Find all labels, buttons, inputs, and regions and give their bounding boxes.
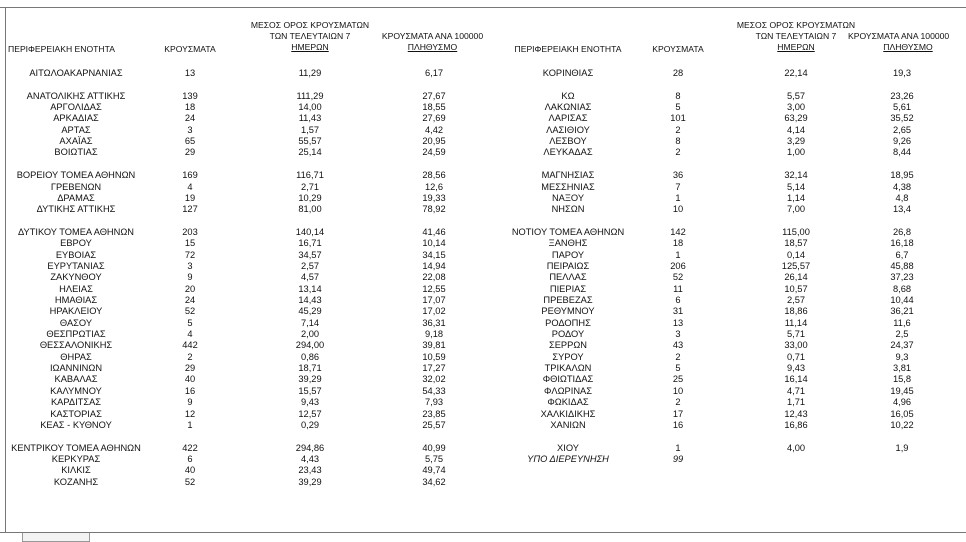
left-per100k-cell: 18,55 <box>422 102 446 113</box>
right-region-cell: ΡΟΔΟΥ <box>551 329 585 340</box>
left-per100k-cell: 49,74 <box>422 465 446 476</box>
right-avg7-cell: 32,14 <box>784 170 808 181</box>
left-region-cell: ΑΡΓΟΛΙΔΑΣ <box>50 102 102 113</box>
left-region-cell: ΔΥΤΙΚΟΥ ΤΟΜΕΑ ΑΘΗΝΩΝ <box>17 226 135 237</box>
left-region-cell: ΚΑΛΥΜΝΟΥ <box>50 385 102 396</box>
left-per100k-cell: 54,33 <box>422 385 446 396</box>
header-avg-right-1: ΜΕΣΟΣ ΟΡΟΣ ΚΡΟΥΣΜΑΤΩΝ <box>736 20 856 30</box>
left-cases-cell: 29 <box>184 363 196 374</box>
right-avg7-cell: 18,57 <box>784 238 808 249</box>
left-avg7-cell: 2,00 <box>300 329 320 340</box>
left-cases-cell: 16 <box>184 385 196 396</box>
right-avg7-cell: 1,14 <box>786 192 806 203</box>
left-avg7-cell: 39,29 <box>298 476 322 487</box>
right-avg7-cell: 63,29 <box>784 113 808 124</box>
left-region-cell: ΚΑΡΔΙΤΣΑΣ <box>50 397 102 408</box>
left-avg7-cell: 140,14 <box>295 226 325 237</box>
right-avg7-cell: 115,00 <box>782 226 810 237</box>
right-region-cell: ΚΩ <box>561 90 575 101</box>
left-avg7-cell: 15,57 <box>298 385 322 396</box>
right-per100k-cell: 10,22 <box>890 419 914 430</box>
right-avg7-cell: 12,43 <box>784 408 808 419</box>
right-region-cell: ΝΗΣΩΝ <box>551 204 585 215</box>
left-per100k-cell: 25,57 <box>422 419 446 430</box>
left-region-cell: ΗΛΕΙΑΣ <box>59 283 93 294</box>
right-avg7-cell: 10,57 <box>784 283 808 294</box>
right-avg7-cell: 125,57 <box>781 260 811 271</box>
left-avg7-cell: 9,43 <box>300 397 320 408</box>
left-cases-cell: 127 <box>182 204 198 215</box>
left-region-cell: ΕΒΡΟΥ <box>60 238 92 249</box>
right-cases-cell: 52 <box>672 272 684 283</box>
right-cases-cell: 7 <box>675 181 681 192</box>
left-cases-cell: 6 <box>187 453 193 464</box>
left-region-cell: ΘΕΣΣΑΛΟΝΙΚΗΣ <box>39 340 113 351</box>
left-avg7-cell: 14,43 <box>298 295 322 305</box>
left-avg7-cell: 1,57 <box>300 124 320 135</box>
left-region-cell: ΗΜΑΘΙΑΣ <box>54 295 98 305</box>
left-cases-cell: 3 <box>187 260 193 271</box>
right-region-cell: ΛΑΡΙΣΑΣ <box>548 113 588 124</box>
right-cases-cell: 2 <box>675 351 681 362</box>
left-per100k-cell: 23,85 <box>422 408 446 419</box>
left-cases-cell: 442 <box>182 340 198 351</box>
right-per100k-cell: 24,37 <box>890 340 914 351</box>
right-per100k-cell: 13,4 <box>892 204 912 215</box>
left-per100k-cell: 34,62 <box>422 476 446 487</box>
right-avg7-cell: 16,14 <box>784 374 808 385</box>
left-per100k-cell: 78,92 <box>422 204 446 215</box>
right-per100k-cell: 8,44 <box>892 147 912 158</box>
right-avg7-cell: 18,86 <box>784 306 808 317</box>
right-avg7-cell: 26,14 <box>784 272 808 283</box>
right-cases-cell: 1 <box>675 442 681 453</box>
right-avg7-cell: 7,00 <box>786 204 806 215</box>
left-border <box>5 8 6 533</box>
left-region-cell: ΘΕΣΠΡΩΤΙΑΣ <box>46 329 106 340</box>
left-cases-cell: 139 <box>182 90 198 101</box>
right-per100k-cell: 26,8 <box>892 226 912 237</box>
right-cases-cell: 2 <box>675 124 681 135</box>
right-per100k-cell: 23,26 <box>890 90 914 101</box>
left-per100k-cell: 22,08 <box>422 272 446 283</box>
right-region-cell: ΤΡΙΚΑΛΩΝ <box>544 363 592 374</box>
left-region-cell: ΑΡΤΑΣ <box>61 124 91 135</box>
left-per100k-cell: 27,69 <box>422 113 446 124</box>
left-avg7-cell: 11,29 <box>298 68 322 78</box>
right-cases-cell: 8 <box>675 90 681 101</box>
right-per100k-cell: 5,61 <box>892 102 912 113</box>
left-avg7-cell: 13,14 <box>298 283 322 294</box>
header-avg-left-3: ΗΜΕΡΩΝ <box>291 42 329 52</box>
left-region-cell: ΑΧΑΪΑΣ <box>59 136 93 147</box>
right-avg7-cell: 4,71 <box>786 385 806 396</box>
right-avg7-cell: 0,71 <box>786 351 806 362</box>
left-region-cell: ΒΟΡΕΙΟΥ ΤΟΜΕΑ ΑΘΗΝΩΝ <box>16 170 136 181</box>
right-cases-cell: 5 <box>675 102 681 113</box>
right-cases-cell: 11 <box>673 283 683 294</box>
right-per100k-cell: 16,05 <box>890 408 914 419</box>
right-avg7-cell: 5,57 <box>786 90 806 101</box>
right-cases-cell: 28 <box>672 68 684 78</box>
right-per100k-cell: 16,18 <box>890 238 914 249</box>
left-region-cell: ΙΩΑΝΝΙΝΩΝ <box>49 363 103 374</box>
left-per100k-cell: 9,18 <box>424 329 444 340</box>
left-cases-cell: 19 <box>184 192 196 203</box>
left-cases-cell: 13 <box>184 68 196 78</box>
left-avg7-cell: 39,29 <box>298 374 322 385</box>
left-per100k-cell: 36,31 <box>422 317 446 328</box>
right-cases-cell: 1 <box>675 249 681 260</box>
right-cases-cell: 25 <box>672 374 684 385</box>
right-cases-cell: 8 <box>675 136 681 147</box>
left-region-cell: ΖΑΚΥΝΘΟΥ <box>50 272 102 283</box>
header-avg-right-2: ΤΩΝ ΤΕΛΕΥΤΑΙΩΝ 7 <box>755 31 837 41</box>
right-region-cell: ΜΕΣΣΗΝΙΑΣ <box>541 181 595 192</box>
right-avg7-cell: 2,57 <box>786 295 806 305</box>
left-region-cell: ΚΙΛΚΙΣ <box>61 465 91 476</box>
left-avg7-cell: 2,57 <box>300 260 320 271</box>
left-avg7-cell: 116,71 <box>296 170 324 181</box>
left-avg7-cell: 294,00 <box>295 340 325 351</box>
right-avg7-cell: 0,14 <box>786 249 806 260</box>
left-per100k-cell: 32,02 <box>422 374 446 385</box>
left-avg7-cell: 294,86 <box>295 442 325 453</box>
left-cases-cell: 203 <box>182 226 198 237</box>
left-cases-cell: 72 <box>184 249 196 260</box>
right-per100k-cell: 15,8 <box>892 374 912 385</box>
left-cases-cell: 12 <box>184 408 196 419</box>
right-cases-cell: 43 <box>672 340 684 351</box>
left-cases-cell: 18 <box>184 102 196 113</box>
bottom-border <box>0 532 966 533</box>
left-cases-cell: 40 <box>184 374 196 385</box>
left-avg7-cell: 45,29 <box>298 306 322 317</box>
left-per100k-cell: 40,99 <box>422 442 446 453</box>
right-per100k-cell: 6,7 <box>895 249 909 260</box>
left-avg7-cell: 23,43 <box>298 465 322 476</box>
left-per100k-cell: 34,15 <box>422 249 446 260</box>
right-cases-cell: 5 <box>675 363 681 374</box>
right-avg7-cell: 11,14 <box>784 317 808 328</box>
right-cases-cell: 10 <box>672 385 684 396</box>
left-region-cell: ΑΡΚΑΔΙΑΣ <box>53 113 99 124</box>
header-avg-left-2: ΤΩΝ ΤΕΛΕΥΤΑΙΩΝ 7 <box>269 31 351 41</box>
left-avg7-cell: 34,57 <box>298 249 322 260</box>
right-region-cell: ΡΕΘΥΜΝΟΥ <box>541 306 595 317</box>
right-avg7-cell: 33,00 <box>784 340 808 351</box>
right-region-cell: ΣΕΡΡΩΝ <box>548 340 587 351</box>
header-per100k-left-2: ΠΛΗΘΥΣΜΟ <box>407 42 458 52</box>
right-per100k-cell: 2,65 <box>892 124 912 135</box>
left-avg7-cell: 7,14 <box>300 317 320 328</box>
right-region-cell: ΠΕΙΡΑΙΩΣ <box>546 260 590 271</box>
left-avg7-cell: 81,00 <box>298 204 322 215</box>
left-avg7-cell: 14,00 <box>298 102 322 113</box>
left-cases-cell: 5 <box>187 317 193 328</box>
header-avg-left-1: ΜΕΣΟΣ ΟΡΟΣ ΚΡΟΥΣΜΑΤΩΝ <box>250 20 370 30</box>
right-per100k-cell: 8,68 <box>892 283 912 294</box>
right-per100k-cell: 2,5 <box>895 329 909 340</box>
header-cases-left: ΚΡΟΥΣΜΑΤΑ <box>164 44 216 54</box>
right-region-cell: ΦΘΙΩΤΙΔΑΣ <box>542 374 594 385</box>
left-region-cell: ΑΙΤΩΛΟΑΚΑΡΝΑΝΙΑΣ <box>29 68 123 78</box>
right-per100k-cell: 19,3 <box>892 68 912 78</box>
left-per100k-cell: 19,33 <box>422 192 446 203</box>
left-avg7-cell: 0,29 <box>300 419 320 430</box>
left-cases-cell: 29 <box>184 147 196 158</box>
left-cases-cell: 24 <box>184 295 196 305</box>
right-region-cell: ΠΡΕΒΕΖΑΣ <box>543 295 593 305</box>
right-region-cell: ΚΟΡΙΝΘΙΑΣ <box>542 68 594 78</box>
left-cases-cell: 3 <box>187 124 193 135</box>
right-per100k-cell: 4,8 <box>895 192 909 203</box>
left-cases-cell: 4 <box>187 181 193 192</box>
left-region-cell: ΗΡΑΚΛΕΙΟΥ <box>49 306 103 317</box>
right-region-cell: ΡΟΔΟΠΗΣ <box>545 317 591 328</box>
left-cases-cell: 52 <box>184 306 196 317</box>
right-region-cell: ΧΑΝΙΩΝ <box>550 419 586 430</box>
left-per100k-cell: 27,67 <box>422 90 446 101</box>
right-avg7-cell: 5,14 <box>786 181 806 192</box>
left-cases-cell: 24 <box>184 113 196 124</box>
right-region-cell: ΝΑΞΟΥ <box>551 192 585 203</box>
right-per100k-cell: 18,95 <box>890 170 914 181</box>
left-region-cell: ΔΥΤΙΚΗΣ ΑΤΤΙΚΗΣ <box>36 204 116 215</box>
right-avg7-cell: 3,29 <box>786 136 806 147</box>
right-region-cell: ΧΑΛΚΙΔΙΚΗΣ <box>540 408 596 419</box>
right-region-cell: ΧΙΟΥ <box>557 442 579 453</box>
left-cases-cell: 20 <box>184 283 196 294</box>
right-per100k-cell: 19,45 <box>890 385 914 396</box>
left-region-cell: ΚΑΒΑΛΑΣ <box>54 374 98 385</box>
left-per100k-cell: 12,6 <box>424 181 444 192</box>
left-avg7-cell: 55,57 <box>298 136 322 147</box>
left-avg7-cell: 4,57 <box>300 272 320 283</box>
right-avg7-cell: 4,00 <box>786 442 806 453</box>
left-avg7-cell: 11,43 <box>298 113 322 124</box>
right-region-cell: ΠΙΕΡΙΑΣ <box>549 283 587 294</box>
right-region-cell: ΦΛΩΡΙΝΑΣ <box>543 385 593 396</box>
left-region-cell: ΒΟΙΩΤΙΑΣ <box>54 147 98 158</box>
right-cases-cell: 101 <box>670 113 686 124</box>
right-per100k-cell: 11,6 <box>893 317 911 328</box>
left-avg7-cell: 25,14 <box>298 147 322 158</box>
left-region-cell: ΘΑΣΟΥ <box>59 317 93 328</box>
left-avg7-cell: 2,71 <box>300 181 320 192</box>
right-per100k-cell: 36,21 <box>890 306 914 317</box>
left-per100k-cell: 12,55 <box>422 283 446 294</box>
right-cases-cell: 99 <box>672 453 684 464</box>
left-cases-cell: 1 <box>187 419 193 430</box>
right-region-cell: ΣΥΡΟΥ <box>552 351 584 362</box>
left-per100k-cell: 6,17 <box>424 68 444 78</box>
left-per100k-cell: 5,75 <box>424 453 444 464</box>
left-per100k-cell: 41,46 <box>422 226 446 237</box>
left-avg7-cell: 111,29 <box>296 90 324 101</box>
left-region-cell: ΚΟΖΑΝΗΣ <box>53 476 99 487</box>
left-per100k-cell: 10,59 <box>422 351 446 362</box>
right-region-cell: ΥΠΟ ΔΙΕΡΕΥΝΗΣΗ <box>527 453 609 464</box>
right-cases-cell: 3 <box>675 329 681 340</box>
right-region-cell: ΠΑΡΟΥ <box>551 249 585 260</box>
right-region-cell: ΛΑΚΩΝΙΑΣ <box>544 102 592 113</box>
right-region-cell: ΛΕΣΒΟΥ <box>549 136 587 147</box>
left-region-cell: ΓΡΕΒΕΝΩΝ <box>50 181 102 192</box>
header-avg-right-3: ΗΜΕΡΩΝ <box>777 42 815 52</box>
left-avg7-cell: 0,86 <box>300 351 320 362</box>
left-per100k-cell: 14,94 <box>422 260 446 271</box>
right-per100k-cell: 1,9 <box>895 442 909 453</box>
right-cases-cell: 36 <box>672 170 684 181</box>
header-region-left: ΠΕΡΙΦΕΡΕΙΑΚΗ ΕΝΟΤΗΤΑ <box>8 44 115 54</box>
left-per100k-cell: 10,14 <box>422 238 446 249</box>
right-cases-cell: 2 <box>675 147 681 158</box>
right-avg7-cell: 3,00 <box>786 102 806 113</box>
left-avg7-cell: 10,29 <box>298 192 322 203</box>
left-per100k-cell: 28,56 <box>422 170 446 181</box>
right-region-cell: ΝΟΤΙΟΥ ΤΟΜΕΑ ΑΘΗΝΩΝ <box>511 226 625 237</box>
header-region-right: ΠΕΡΙΦΕΡΕΙΑΚΗ ΕΝΟΤΗΤΑ <box>514 44 622 54</box>
left-cases-cell: 15 <box>184 238 196 249</box>
left-cases-cell: 169 <box>182 170 198 181</box>
right-avg7-cell: 4,14 <box>786 124 806 135</box>
right-region-cell: ΜΑΓΝΗΣΙΑΣ <box>541 170 595 181</box>
left-cases-cell: 422 <box>182 442 198 453</box>
top-border <box>0 7 966 8</box>
left-region-cell: ΚΑΣΤΟΡΙΑΣ <box>50 408 102 419</box>
right-per100k-cell: 4,96 <box>892 397 912 408</box>
right-avg7-cell: 5,71 <box>786 329 806 340</box>
header-per100k-left-1: ΚΡΟΥΣΜΑΤΑ ΑΝΑ 100000 <box>381 31 484 41</box>
right-cases-cell: 206 <box>670 260 686 271</box>
right-avg7-cell: 1,71 <box>786 397 806 408</box>
left-avg7-cell: 4,43 <box>300 453 320 464</box>
right-region-cell: ΞΑΝΘΗΣ <box>548 238 588 249</box>
left-cases-cell: 2 <box>187 351 193 362</box>
right-cases-cell: 17 <box>672 408 684 419</box>
left-per100k-cell: 24,59 <box>422 147 446 158</box>
right-per100k-cell: 4,38 <box>892 181 912 192</box>
left-cases-cell: 9 <box>187 272 193 283</box>
right-region-cell: ΦΩΚΙΔΑΣ <box>547 397 589 408</box>
left-avg7-cell: 16,71 <box>298 238 322 249</box>
left-cases-cell: 65 <box>184 136 196 147</box>
left-per100k-cell: 7,93 <box>424 397 444 408</box>
right-per100k-cell: 3,81 <box>892 363 912 374</box>
right-cases-cell: 2 <box>675 397 681 408</box>
right-cases-cell: 142 <box>670 226 686 237</box>
header-per100k-right-1: ΚΡΟΥΣΜΑΤΑ ΑΝΑ 100000 <box>848 31 950 41</box>
right-avg7-cell: 9,43 <box>786 363 806 374</box>
right-avg7-cell: 22,14 <box>784 68 808 78</box>
right-per100k-cell: 45,88 <box>890 260 914 271</box>
right-region-cell: ΛΕΥΚΑΔΑΣ <box>543 147 593 158</box>
left-cases-cell: 52 <box>184 476 196 487</box>
header-cases-right: ΚΡΟΥΣΜΑΤΑ <box>652 44 704 54</box>
left-avg7-cell: 18,71 <box>298 363 322 374</box>
left-region-cell: ΔΡΑΜΑΣ <box>57 192 95 203</box>
right-cases-cell: 18 <box>672 238 684 249</box>
right-per100k-cell: 35,52 <box>890 113 914 124</box>
left-per100k-cell: 39,81 <box>422 340 446 351</box>
right-region-cell: ΠΕΛΛΑΣ <box>549 272 587 283</box>
left-region-cell: ΕΥΒΟΙΑΣ <box>55 249 97 260</box>
left-cases-cell: 9 <box>187 397 193 408</box>
left-per100k-cell: 17,07 <box>422 295 446 305</box>
left-cases-cell: 40 <box>184 465 196 476</box>
left-region-cell: ΚΕΑΣ - ΚΥΘΝΟΥ <box>40 419 112 430</box>
right-per100k-cell: 9,26 <box>892 136 912 147</box>
right-cases-cell: 13 <box>672 317 684 328</box>
right-region-cell: ΛΑΣΙΘΙΟΥ <box>546 124 590 135</box>
right-cases-cell: 31 <box>672 306 684 317</box>
left-region-cell: ΕΥΡΥΤΑΝΙΑΣ <box>47 260 105 271</box>
right-avg7-cell: 16,86 <box>784 419 808 430</box>
right-per100k-cell: 10,44 <box>890 295 914 305</box>
right-avg7-cell: 1,00 <box>786 147 806 158</box>
left-region-cell: ΚΕΝΤΡΙΚΟΥ ΤΟΜΕΑ ΑΘΗΝΩΝ <box>11 442 141 453</box>
right-cases-cell: 10 <box>672 204 684 215</box>
right-cases-cell: 1 <box>675 192 681 203</box>
right-per100k-cell: 9,3 <box>895 351 909 362</box>
left-avg7-cell: 12,57 <box>298 408 322 419</box>
right-cases-cell: 6 <box>675 295 681 305</box>
right-cases-cell: 16 <box>672 419 684 430</box>
left-per100k-cell: 20,95 <box>422 136 446 147</box>
header-per100k-right-2: ΠΛΗΘΥΣΜΟ <box>883 42 933 52</box>
left-region-cell: ΑΝΑΤΟΛΙΚΗΣ ΑΤΤΙΚΗΣ <box>26 90 126 101</box>
left-region-cell: ΘΗΡΑΣ <box>60 351 92 362</box>
left-region-cell: ΚΕΡΚΥΡΑΣ <box>51 453 101 464</box>
left-cases-cell: 4 <box>187 329 193 340</box>
left-per100k-cell: 17,02 <box>422 306 446 317</box>
left-per100k-cell: 4,42 <box>424 124 444 135</box>
right-per100k-cell: 37,23 <box>890 272 914 283</box>
left-per100k-cell: 17,27 <box>422 363 446 374</box>
